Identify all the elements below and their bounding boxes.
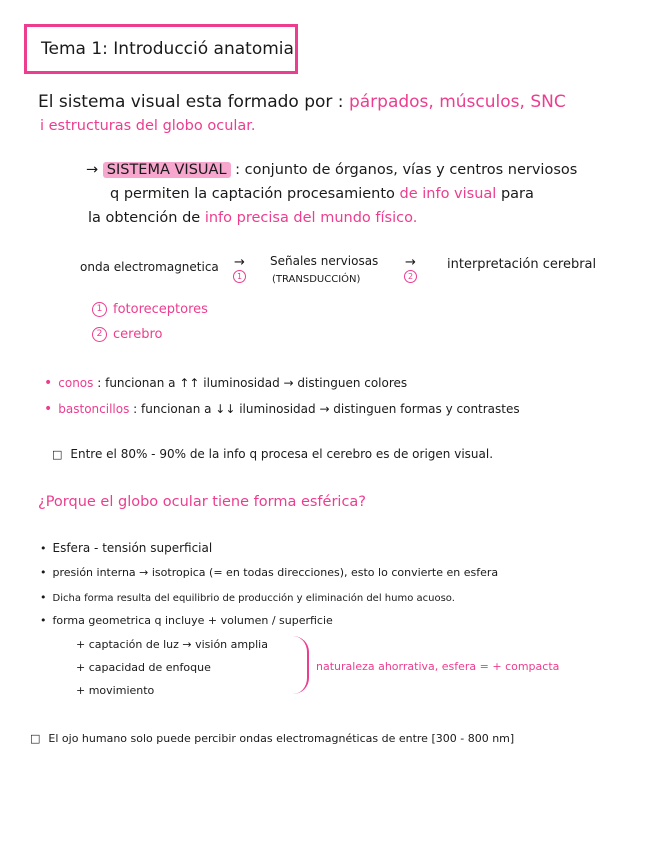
arrow-icon: →	[405, 255, 416, 270]
bullet-item: • Dicha forma resulta del equilibrio de producción y eliminación del humo acuoso.	[40, 591, 455, 604]
arrow-icon: →	[234, 255, 245, 270]
bullet-icon: •	[40, 591, 47, 604]
definition-text: : conjunto de órganos, vías y centros nerviosos	[235, 162, 578, 178]
sub-item: + capacidad de enfoque	[76, 661, 211, 674]
flow-mid: Señales nerviosas	[270, 254, 379, 268]
definition-text-2: q permiten la captación procesamiento	[110, 186, 395, 202]
sub-item: + captación de luz → visión amplia	[76, 638, 268, 651]
definition-highlight-3: info precisa del mundo físico.	[204, 210, 418, 226]
receptor-text: : funcionan a ↑↑ iluminosidad → distinguen colores	[97, 376, 408, 390]
flow-start: onda electromagnetica	[80, 260, 219, 274]
fact-2	[30, 732, 514, 745]
receptor-item	[44, 401, 520, 417]
bullet-item: • forma geometrica q incluye + volumen / superficie	[40, 614, 333, 627]
step-number-icon: 2	[404, 270, 417, 283]
intro-highlight: párpados, músculos, SNC	[348, 92, 566, 112]
receptor-name: conos	[58, 376, 94, 390]
bullet-icon: •	[40, 542, 47, 555]
receptor-item	[44, 375, 407, 391]
intro-text: El sistema visual esta formado por :	[38, 92, 344, 112]
bullet-icon: •	[40, 566, 47, 579]
bullet-icon: •	[44, 375, 53, 391]
bullet-item: • Esfera - tensión superficial	[40, 541, 213, 555]
bullet-item: • presión interna → isotropica (= en todas direcciones), esto lo convierte en esfera	[40, 566, 499, 579]
receptor-name: bastoncillos	[58, 402, 130, 416]
numbered-item-label: cerebro	[113, 327, 163, 342]
section-question: ¿Porque el globo ocular tiene forma esférica?	[38, 494, 366, 510]
checkbox-icon: □	[30, 732, 41, 745]
bullet-icon: •	[44, 401, 53, 417]
step-number-icon: 2	[92, 327, 107, 342]
definition-line-3	[88, 210, 417, 226]
fact-text: Entre el 80% - 90% de la info q procesa el cerebro es de origen visual.	[70, 447, 494, 461]
definition-term: SISTEMA VISUAL	[103, 162, 231, 178]
brace-note: naturaleza ahorrativa, esfera = + compacta	[316, 660, 560, 673]
bullet-icon: •	[40, 614, 47, 627]
definition-text-3: la obtención de	[88, 210, 201, 226]
brace-icon	[293, 636, 309, 694]
arrow-icon: →	[86, 162, 99, 178]
page-title: Tema 1: Introducció anatomia	[41, 39, 294, 59]
intro-line-2: i estructuras del globo ocular.	[40, 118, 256, 134]
numbered-item-label: fotoreceptores	[113, 302, 208, 317]
step-number-icon: 1	[233, 270, 246, 283]
flow-end: interpretación cerebral	[447, 257, 597, 272]
numbered-item	[92, 327, 162, 342]
checkbox-icon: □	[52, 448, 63, 461]
flow-arrow-1	[233, 255, 246, 283]
definition-text-2b: para	[500, 186, 534, 202]
definition-line-2	[110, 186, 534, 202]
step-number-icon: 1	[92, 302, 107, 317]
fact-text: El ojo humano solo puede percibir ondas electromagnéticas de entre [300 - 800 nm]	[48, 732, 515, 745]
definition-highlight-2: de info visual	[399, 186, 497, 202]
numbered-item	[92, 302, 208, 317]
definition-line-1	[86, 162, 577, 178]
flow-arrow-2	[404, 255, 417, 283]
title-box	[24, 24, 298, 74]
fact-1	[52, 447, 493, 461]
receptor-text: : funcionan a ↓↓ iluminosidad → distinguen formas y contrastes	[133, 402, 520, 416]
flow-mid-sub: (TRANSDUCCIÓN)	[272, 274, 361, 285]
intro-line-1	[38, 92, 566, 112]
sub-item: + movimiento	[76, 684, 155, 697]
